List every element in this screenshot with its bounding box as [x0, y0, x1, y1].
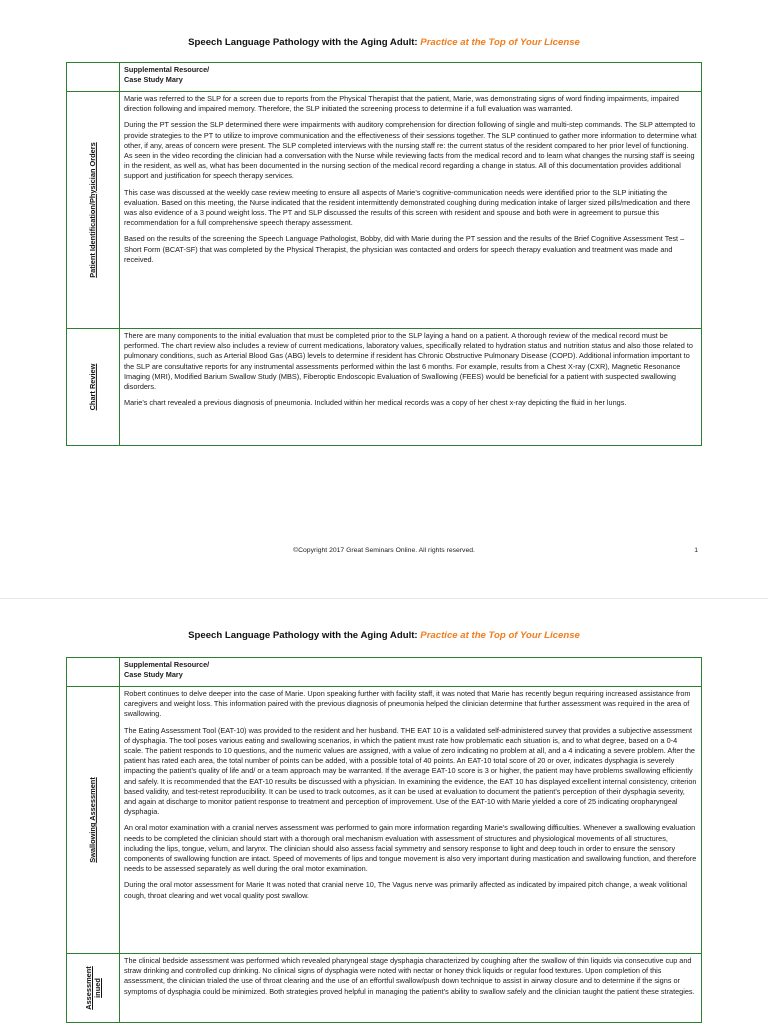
section-label-line2: inued — [93, 978, 102, 998]
page-number: 1 — [694, 547, 698, 554]
section-label-assessment-continued — [84, 966, 102, 1010]
resource-header — [120, 658, 702, 687]
document-page-2 — [0, 598, 768, 1025]
section-label-line1: Assessment — [84, 966, 93, 1010]
case-study-table — [66, 62, 702, 446]
page-title — [0, 630, 768, 641]
header-side-cell — [67, 63, 120, 92]
title-main: Speech Language Pathology with the Aging Adult: — [188, 630, 421, 641]
section-label-cell — [67, 92, 120, 329]
title-subtitle: Practice at the Top of Your License — [420, 37, 580, 48]
copyright-text: ©Copyright 2017 Great Seminars Online. All rights reserved. — [293, 547, 475, 554]
paragraph: An oral motor examination with a cranial nerves assessment was performed to gain more information regarding Marie’s swallowing difficulties. Whenever a swallowing evaluation needs to be completed the clinician should start with a thorough oral mechanism evaluation with assessment of structures and physiological movements of all structures, including the lips, tongue, velum, and larynx. The clinician should also assess facial symmetry and sensory response to light and deep touch in order to ensure the sensory components of swallowing function are intact. Speed of movements of lips and tongue movement is also very important during mastication and swallowing function, and therefore needs to be assessed separately as well during the oral motor examination. — [124, 823, 697, 874]
paragraph: Robert continues to delve deeper into the case of Marie. Upon speaking further with facility staff, it was noted that Marie has recently begun requiring increased assistance from caregivers and weight loss. This information paired with the previous diagnosis of pneumonia helped the clinician determine that further assessment was required in the area of swallowing. — [124, 689, 691, 719]
page-title — [0, 37, 768, 48]
section-content-swallowing-assessment — [120, 687, 702, 954]
resource-header-line1: Supplemental Resource/ — [124, 65, 210, 74]
section-content-patient-identification — [120, 92, 702, 329]
paragraph: This case was discussed at the weekly case review meeting to ensure all aspects of Marie’s cognitive-communication needs were identified prior to the SLP initiating the evaluation. Based on this meeting, the Nurse indicated that the resident intermittently demonstrated coughing during medication intake of larger sized pills/medication and there was also evidence of a 3 pound weight loss. The PT and SLP discussed the results of this screen with resident and spouse and both were in agreement to pursue this recommendation for a full comprehensive speech therapy assessment. — [124, 187, 691, 228]
paragraph: There are many components to the initial evaluation that must be completed prior to the SLP laying a hand on a patient. A thorough review of the medical record must be performed. The chart review also includes a review of current medications, laboratory values, specifically related to hydration status and nutrition status and also those related to pulmonary conditions, such as Arterial Blood Gas (ABG) levels to determine if resident has Chronic Obstructive Pulmonary Disease (COPD). Additional information important to the SLP are consultative reports for any instrumental assessments performed within the last 6 months. For example, results from a Chest X-ray (CXR), Magnetic Resonance Imaging (MRI), Modified Barium Swallow Study (MBS), Fiberoptic Endoscopic Evaluation of Swallowing (FEES) would be beneficial for a patient with suspected swallowing disorders. — [124, 331, 693, 392]
section-label-cell — [67, 954, 120, 1023]
resource-header-line2: Case Study Mary — [124, 670, 183, 680]
paragraph: The clinical bedside assessment was performed which revealed pharyngeal stage dysphagia characterized by coughing after the swallow of thin liquids via consecutive cup and straw drinking and controlled cup drinking. No clinical signs of dysphagia were noted with nectar or honey thick liquids or regular food textures. Upon completion of this assessment, the clinician trialed the use of throat clearing and the use of an effortful swallow/push down technique to assist in airway closure and to determine if the signs or symptoms of dysphagia could be minimized. Both strategies proved helpful in managing the patient’s ability to swallow safely and the clinician taught the patient these strategies. — [124, 956, 695, 996]
paragraph: Based on the results of the screening the Speech Language Pathologist, Bobby, did with Marie during the PT session and the results of the Brief Cognitive Assessment Test – Short Form (BCAT-SF) that was completed by the Physical Therapist, the physician was contacted and orders for speech therapy evaluation and treatment was made and received. — [124, 234, 685, 264]
section-label-cell — [67, 687, 120, 954]
resource-header-line1: Supplemental Resource/ — [124, 660, 210, 669]
header-side-cell — [67, 658, 120, 687]
paragraph: During the PT session the SLP determined there were impairments with auditory comprehension for direction following of single and multi-step commands. The SLP attempted to provide strategies to the PT to utilize to improve communication and the effectiveness of their sessions together. The SLP continued to gather more information to determine what other, if any, areas of concern were present. The SLP completed interviews with the nursing staff re: the current status of the resident compared to her prior level of functioning. As seen in the video recording the clinician had a conversation with the Nurse while reviewing facts from the medical record and to learn what changes the nursing staff is seeing in the resident, as well as, what has been documented in the nursing section of the medical record regarding a change in status. All of this documentation provides additional support and justification for speech therapy services. — [124, 120, 697, 181]
resource-header — [120, 63, 702, 92]
section-content-clinical-bedside — [120, 954, 702, 1023]
resource-header-line2: Case Study Mary — [124, 75, 183, 85]
paragraph: The Eating Assessment Tool (EAT-10) was provided to the resident and her husband. THE EAT 10 is a validated self-administered survey that provides a subjective assessment of dysphagia. The tool poses various eating and swallowing scenarios, in which the patient must rate how problematic each situation is, and to what degree, based on a 0-4 scale. The patient responds to 10 questions, and the numeric values are assigned, with a value of zero indicating no problem at all, and a 4 indicating a severe problem. After the patient has rated each area, the total number of points can be added, with a possible total of 40 points. An EAT-10 total score of 20 or over, indicates dysphagia is severely impacting the patient’s quality of life and/ or a team approach may be warranted. If the average EAT-10 score is 3 or higher, the patient may have problems swallowing efficiently and safely. It is recommended that the EAT-10 results be discussed with a physician. In examining the evidence, the EAT 10 has displayed excellent internal consistency, criterion based validity, and test-retest reproducibility. It can be used to track outcomes, as it can be used at evaluation to document the patient’s perception of their dysphagia severity, and again at discharge to monitor patient response to treatment and perception of improvement. Use of the EAT-10 with Marie yielded a core of 25 indicating oropharyngeal dysphagia. — [124, 725, 697, 817]
case-study-table — [66, 657, 702, 1023]
paragraph: Marie was referred to the SLP for a screen due to reports from the Physical Therapist that the patient, Marie, was demonstrating signs of word finding impairments, impaired direction following and impaired memory. Therefore, the SLP initiated the screening process to determine if a full evaluation was warranted. — [124, 94, 679, 114]
title-subtitle: Practice at the Top of Your License — [420, 630, 580, 641]
section-label-cell — [67, 329, 120, 446]
title-main: Speech Language Pathology with the Aging Adult: — [188, 37, 421, 48]
section-content-chart-review — [120, 329, 702, 446]
paragraph: During the oral motor assessment for Marie It was noted that cranial nerve 10, The Vagus nerve was primarily affected as indicated by impaired pitch change, a weak volitional cough, throat clearing and wet vocal quality post swallow. — [124, 880, 687, 900]
section-label-chart-review: Chart Review — [87, 363, 97, 411]
paragraph: Marie’s chart revealed a previous diagnosis of pneumonia. Included within her medical records was a copy of her chest x-ray depicting the fluid in her lungs. — [124, 398, 627, 408]
section-label-swallowing-assessment: Swallowing Assessment — [87, 777, 97, 863]
section-label-patient-identification: Patient Identification/Physician Orders — [87, 142, 97, 278]
